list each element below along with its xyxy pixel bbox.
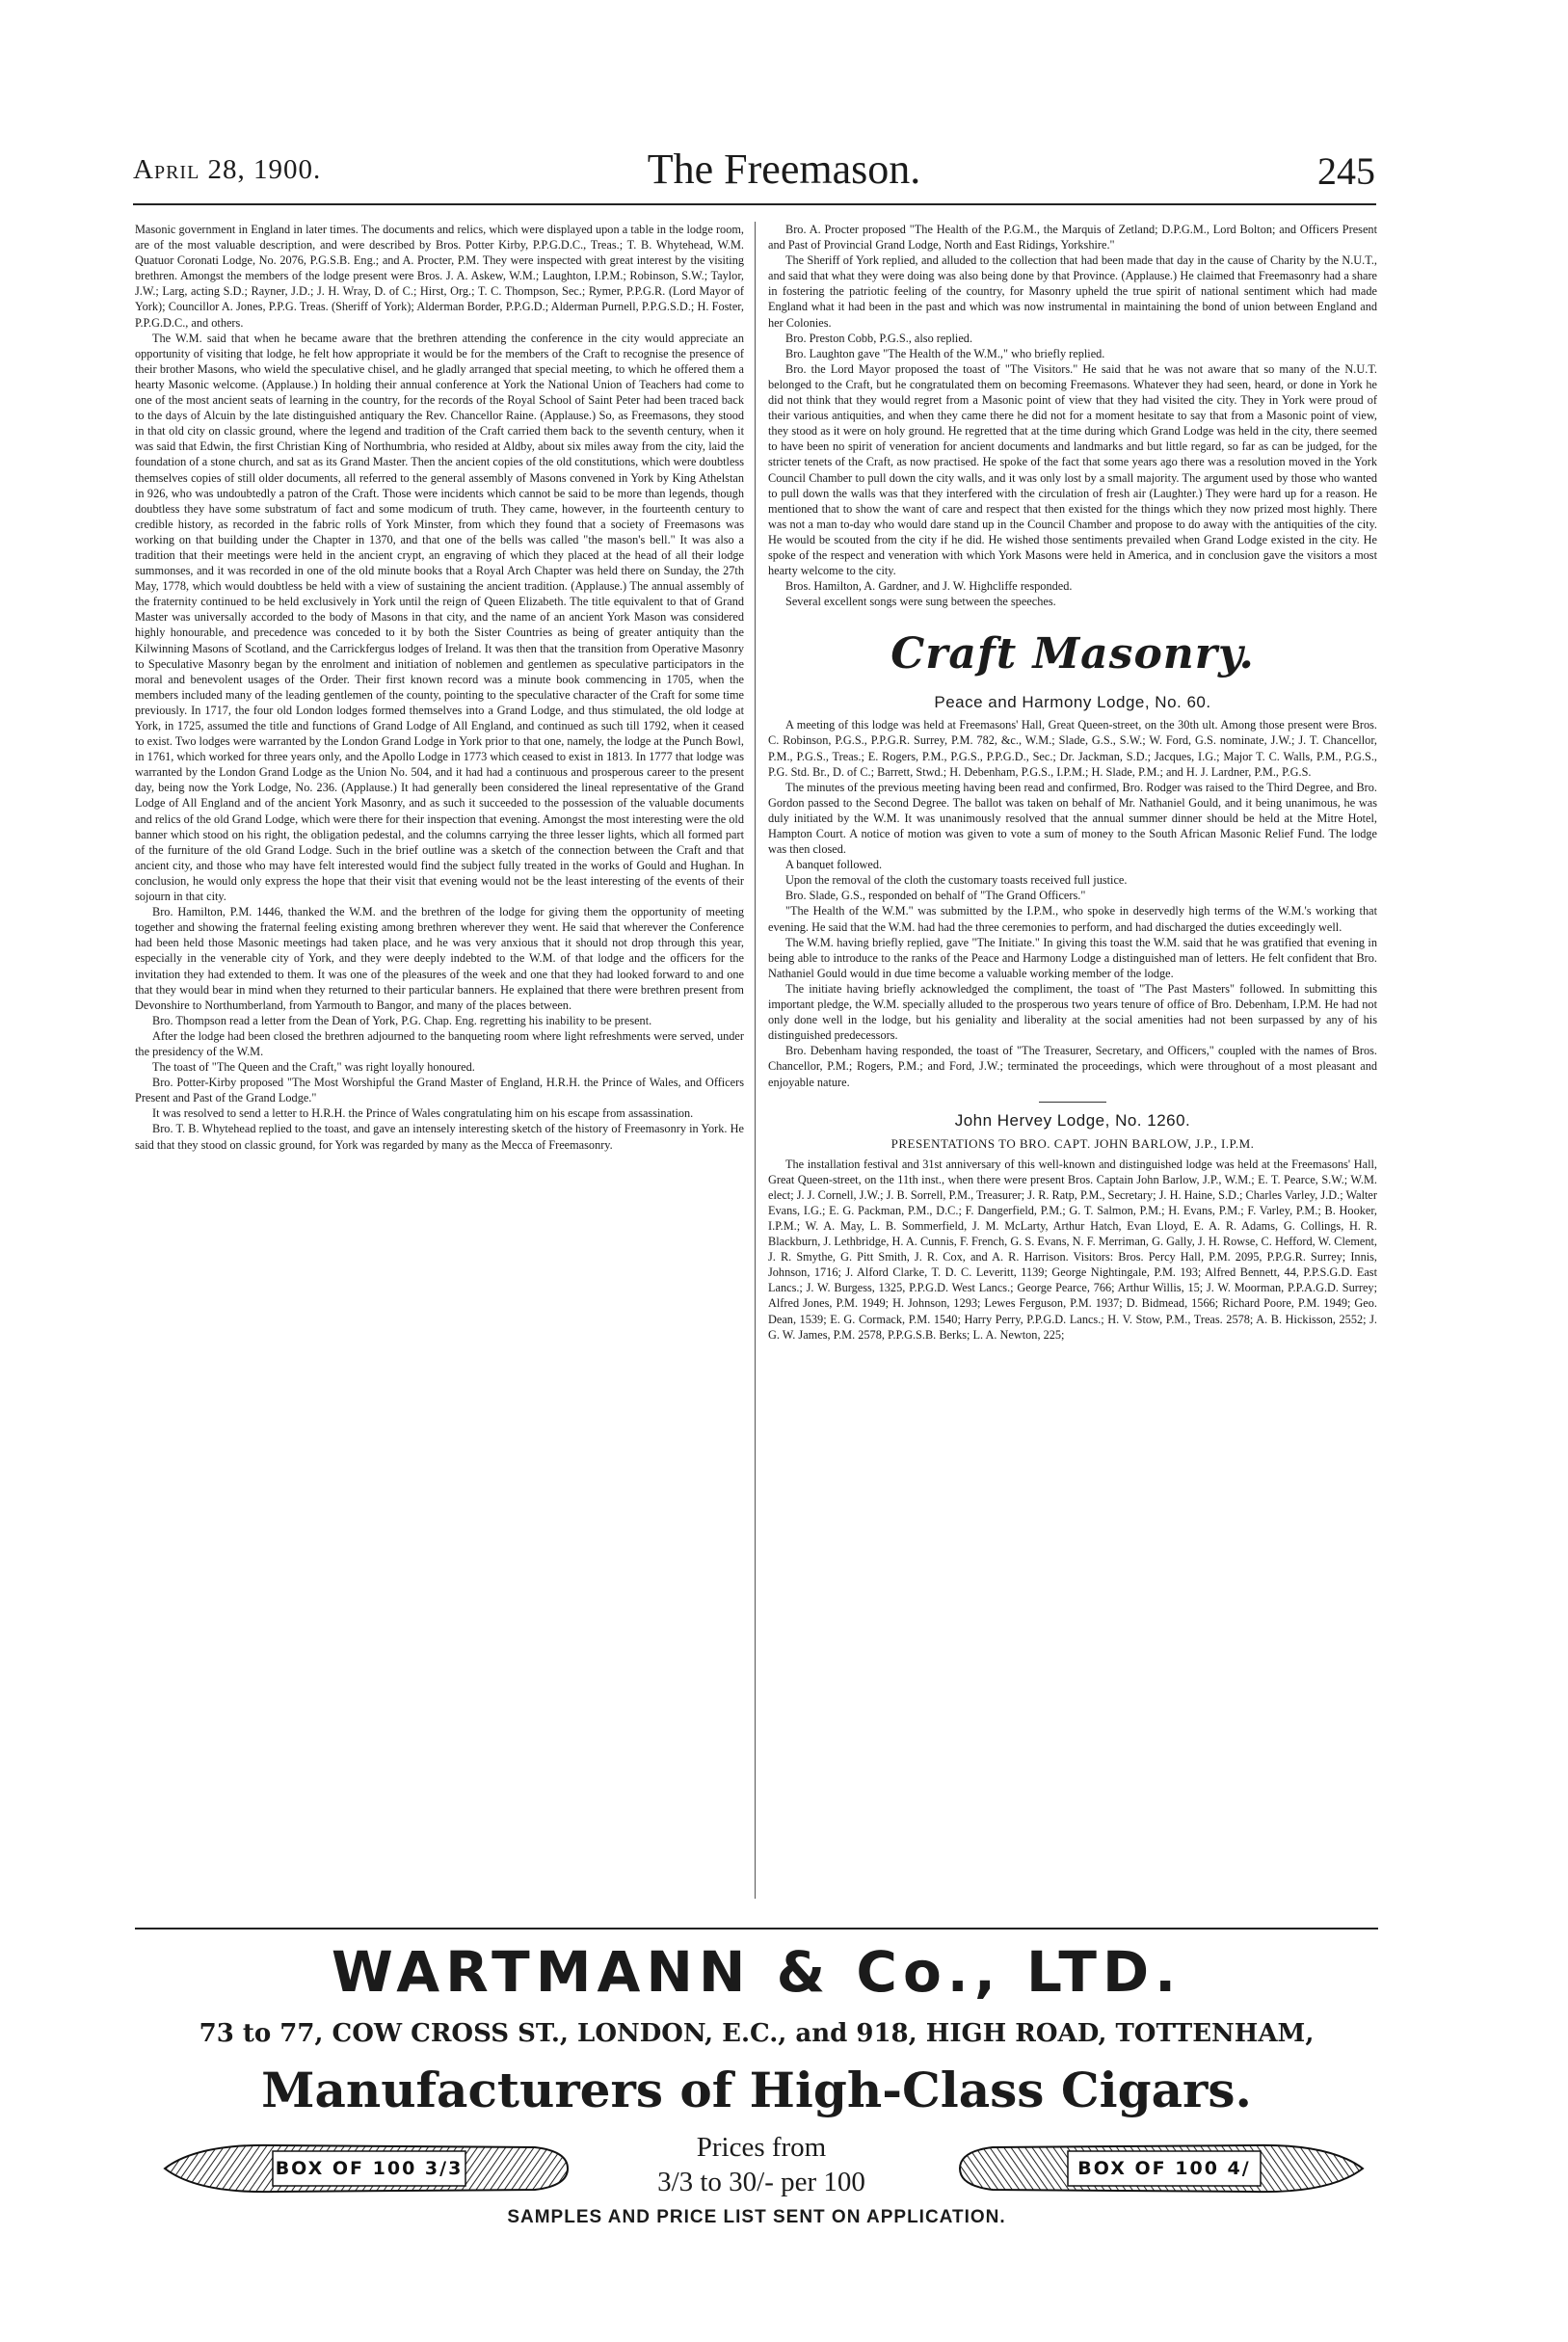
prices-range: 3/3 to 30/- per 100 (657, 2167, 865, 2197)
advert-address: 73 to 77, COW CROSS ST., LONDON, E.C., and 918, HIGH ROAD, TOTTENHAM, (199, 2019, 1315, 2048)
report-paragraph: Bro. Slade, G.S., responded on behalf of "The Grand Officers." (785, 889, 1086, 903)
article-paragraph: Bro. the Lord Mayor proposed the toast of "The Visitors." He said that he was not aware that so many of the N.U.T. belonged to the Craft, but he congratulated them on becoming Freemasons. Whatever they had seen, heard, or done in York he did not think that they would regret from a Masonic point of view that they had visited the city. They in York were proud of their various antiquities, and when they came there he did not for a moment hesitate to say that from a Masonic point of view, they stood as it were on holy ground. He regretted that at the time during which Grand Lodge was held in the city, there seemed to have been no spirit of veneration for ancient documents and landmarks and but little regard, so far as can be judged, for the stricter tenets of the Craft, as now practised. He spoke of the fact that some years ago there was a resolution moved in the York Council Chamber to pull down the city walls, and it was only lost by a small majority. The argument used by those who wanted to pull down the walls was that they interfered with the circulation of fresh air (Laughter.) They were hard up for a reason. He mentioned that to show the want of care and respect that then existed for the things which they now prized most highly. There was not a man to-day who would dare stand up in the Council Chamber and propose to do away with the antiquities of the city. He would be scouted from the city if he did. He wished those sentiments prevailed when Grand Lodge existed in the city. He spoke of the respect and veneration with which York Masons were held in America, and in conclusion gave the visitors a most hearty welcome to the city. (768, 361, 1377, 578)
prices-line: Prices from (696, 2132, 827, 2163)
cigar-illustration-right (954, 2138, 1369, 2199)
article-paragraph: After the lodge had been closed the brethren adjourned to the banqueting room where light refreshments were served, under the presidency of the W.M. (135, 1028, 744, 1058)
page-number: 245 (1317, 149, 1375, 193)
cigar-illustration-left (159, 2138, 573, 2199)
report-paragraph: Upon the removal of the cloth the customary toasts received full justice. (785, 873, 1128, 888)
article-paragraph: Bro. A. Procter proposed "The Health of the P.G.M., the Marquis of Zetland; D.P.G.M., Lord Bolton; and Officers Present and Past of Provincial Grand Lodge, North and East Ridings, Yorkshire." (768, 223, 1377, 253)
report-paragraph: The minutes of the previous meeting having been read and confirmed, Bro. Rodger was raised to the Third Degree, and Bro. Gordon passed to the Second Degree. The ballot was taken on behalf of Mr. Nathaniel Gould, and it being unanimous, he was duly initiated by the W.M. It was unanimously resolved that the annual summer dinner should be held at the Mitre Hotel, Hampton Court. A notice of motion was given to vote a sum of money to the South African Masonic Relief Fund. The lodge was then closed. (768, 780, 1377, 857)
article-paragraph: Masonic government in England in later times. The documents and relics, which were displayed upon a table in the lodge room, are of the most valuable description, and were described by Bros. Potter Kirby, P.P.G.D.C., Treas.; T. B. Whytehead, W.M. Quatuor Coronati Lodge, No. 2076, P.G.S.B. Eng.; and A. Procter, P.M. They were inspected with great interest by the visiting brethren. Amongst the members of the lodge present were Bros. J. A. Askew, W.M.; Laughton, I.P.M.; Robinson, S.W.; Taylor, J.W.; Larg, acting S.D.; Rayner, J.D.; J. H. Wray, D. of C.; Hirst, Org.; T. C. Thompson, Sec.; Rymer, P.P.G.R. (Lord Mayor of York); Councillor A. Jones, P.P.G. Treas. (Sheriff of York); Alderman Border, P.P.G.D.; Alderman Purnell, P.P.G.S.D.; H. Foster, P.P.G.D.C., and others. (135, 223, 744, 330)
column-divider (755, 222, 756, 1899)
report-paragraph: A meeting of this lodge was held at Freemasons' Hall, Great Queen-street, on the 30th ult. Among those present were Bros. C. Robinson, P.G.S., P.P.G.R. Surrey, P.M. 782, &c., W.M.; Slade, G.S., S.W.; W. Ford, G.S. nominate, J.W.; J. T. Chancellor, P.M., P.G.S., Treas.; E. Rogers, P.M., P.G.S., P.P.G.D., Sec.; Dr. Jackman, S.D.; Jacques, I.G.; Major T. C. Walls, P.M., P.G.S., P.G. Std. Br., D. of C.; Barrett, Stwd.; H. Debenham, P.G.S., I.P.M.; H. Slade, P.M.; and H. J. Lardner, P.M., P.G.S. (768, 718, 1377, 779)
report-paragraph: The initiate having briefly acknowledged the compliment, the toast of "The Past Masters" followed. In submitting this important pledge, the W.M. specially alluded to the prosperous two years tenure of office of Bro. Debenham, I.P.M. He had not only done well in the lodge, but his geniality and liberality at the social amenities had not been surpassed by any of his distinguished predecessors. (768, 981, 1377, 1043)
advert-footer: SAMPLES AND PRICE LIST SENT ON APPLICATION. (507, 2207, 1006, 2227)
article-paragraph: Bro. T. B. Whytehead replied to the toast, and gave an intensely interesting sketch of the history of Freemasonry in York. He said that they stood on classic ground, for York was regarded by many as the Mecca of Freemasonry. (135, 1122, 744, 1152)
advert-company-name: WARTMANN & Co., LTD. (331, 1939, 1183, 2005)
report-paragraph: "The Health of the W.M." was submitted by the I.P.M., who spoke in deservedly high terms of the W.M.'s working that evening. He said that the W.M. had had the three ceremonies to perform, and had discharged the duties exceedingly well. (768, 904, 1377, 934)
lodge-heading: John Hervey Lodge, No. 1260. (954, 1110, 1191, 1130)
article-paragraph: Bro. Potter-Kirby proposed "The Most Worshipful the Grand Master of England, H.R.H. the Prince of Wales, and Officers Present and Past of the Grand Lodge." (135, 1076, 744, 1105)
report-paragraph: The installation festival and 31st anniversary of this well-known and distinguished lodge was held at the Freemasons' Hall, Great Queen-street, on the 11th inst., when there were present Bros. Captain John Barlow, J.P., W.M.; E. T. Pearce, S.W.; W.M. elect; J. J. Cornell, J.W.; J. B. Sorrell, P.M., Treasurer; J. R. Ratp, P.M., Secretary; J. H. Haine, S.D.; Charles Varley, J.D.; Walter Evans, I.G.; E. G. Packman, P.M., D.C.; F. Dangerfield, P.M.; G. T. Salmon, P.M.; H. Evans, P.M.; F. Varley, P.M.; B. Hooker, I.P.M.; W. A. May, L. B. Sommerfield, J. M. McLarty, Arthur Hatch, Evan Lloyd, E. A. R. Adams, G. Collings, H. R. Blackburn, J. Lethbridge, H. A. Cunnis, F. French, G. S. Evans, N. F. Merriman, G. Gally, J. H. Rowse, C. Hefford, W. Clement, J. R. Smythe, G. Pitt Smith, J. R. Cox, and A. R. Harrison. Visitors: Bros. Percy Hall, P.M. 2095, P.P.G.R. Surrey; Innis, Johnson, 1716; J. Alford Clarke, T. D. C. Leveritt, 1139; George Nightingale, P.M. 193; Alfred Bennett, 44, P.P.S.G.D. East Lancs.; J. W. Burgess, 1325, P.P.G.D. West Lancs.; George Pearce, 766; Arthur Willis, 15; J. W. Moorman, P.P.A.G.D. Surrey; Alfred Jones, P.M. 1949; H. Johnson, 1293; Lewes Ferguson, P.M. 1937; D. Bidmead, 1566; Richard Poore, P.M. 1949; Geo. Dean, 1539; E. G. Cormack, P.M. 1540; Harry Perry, P.P.G.D. Lancs.; H. V. Stow, P.M., Treas. 2578; A. B. Hickisson, 2552; J. G. W. James, P.M. 2578, P.P.G.S.B. Berks; L. A. Newton, 225; (768, 1157, 1377, 1342)
cigar-band-label: BOX OF 100 4/ (1077, 2158, 1251, 2179)
article-paragraph: Bro. Hamilton, P.M. 1446, thanked the W.M. and the brethren of the lodge for giving them the opportunity of meeting together and showing the fraternal feeling existing among brethren wherever they went. He said that wherever the Conference had been held those Masonic meetings had taken place, and he was very anxious that it should not drop through this year, especially in the venerable city of York, and they were deeply indebted to the W.M. of that lodge and the officers for the invitation they had extended to them. It was one of the pleasures of the week and one that they had looked forward to and one that they would bear in mind when they returned to their particular banners. He explained that there were brethren present from Devonshire to Northumberland, from Yarmouth to Bangor, and many of the places between. (135, 905, 744, 1012)
report-paragraph: The W.M. having briefly replied, gave "The Initiate." In giving this toast the W.M. said that he was gratified that evening in being able to introduce to the ranks of the Peace and Harmony Lodge a distinguished man of letters. He felt confident that Bro. Nathaniel Gould would in due time become a valuable working member of the lodge. (768, 935, 1377, 980)
article-paragraph: Bros. Hamilton, A. Gardner, and J. W. Highcliffe responded. (785, 579, 1073, 594)
right-column (768, 222, 1377, 1903)
article-paragraph: Bro. Laughton gave "The Health of the W.M.," who briefly replied. (785, 346, 1105, 360)
lodge-heading: Peace and Harmony Lodge, No. 60. (934, 693, 1211, 712)
cigar-advertisement (135, 1928, 1378, 2332)
advert-tagline: Manufacturers of High-Class Cigars. (261, 2062, 1252, 2118)
article-paragraph: The W.M. said that when he became aware that the brethren attending the conference in the city would appreciate an opportunity of visiting that lodge, he felt how appropriate it would be for the members of the Craft to recognise the presence of their brother Masons, who wield the speculative chisel, and he gladly arranged that special meeting, to which he offered them a hearty Masonic welcome. (Applause.) In holding their annual conference at York the National Union of Teachers had come to one of the most ancient seats of learning in the country, for the records of the Royal School of Saint Peter had been traced back to the days of Alcuin by the late distinguished antiquary the Rev. Chancellor Raine. (Applause.) So, as Freemasons, they stood in that old city on classic ground, where the legend and tradition of the Craft carried them back to the seventh century, when it was said that Edwin, the first Christian King of Northumbria, who resided at Aldby, about six miles away from the city, laid the foundation of a stone church, and sat as its Grand Master. Then the ancient copies of the old constitutions, which were doubtless themselves copies of still older documents, all referred to the general assembly of Masons convened in York by King Athelstan in 926, who was undoubtedly a patron of the Craft. Those were incidents which cannot be said to be more than legends, though doubtless they have some substratum of fact and some modicum of truth. They came, however, in the fourteenth century to credible history, as recorded in the fabric rolls of York Minster, from which they found that a society of Freemasons was working on that building under the Chapter in 1370, and that one of the bells was called "the mason's bell." It was also a tradition that their meetings were held in the ancient crypt, an engraving of which they placed at the head of all their lodge summonses, and it was recorded in one of the old minute books that a Royal Arch Chapter was held there on Sunday, the 27th May, 1778, which would doubtless be held with a view of sustaining the ancient tradition. (Applause.) The annual assembly of the fraternity continued to be held exclusively in York until the reign of Queen Elizabeth. The title equivalent to that of Grand Master was universally accorded to the body of Masons in that city, and the name of an ancient York Mason was considered highly honourable, and precedence was conceded to it by both the Sister Countries as being of greater antiquity than the Kilwinning Masons of Scotland, and the Carrickfergus lodges of Ireland. It was then that the transition from Operative Masonry to Speculative Masonry began by the enrolment and initiation of noblemen and gentlemen as speculative participators in the moral and benevolent usages of the Order. Their first known record was a minute book commencing in 1705, when the members included many of the leading gentlemen of the county, pointing to the speculative character of the Craft for some time previously. In 1717, the four old London lodges formed themselves into a Grand Lodge, and thus stimulated, the old lodge at York, in 1725, assumed the title and functions of Grand Lodge of All England, and continued as such till 1792, when it ceased to exist. Two lodges were warranted by the London Grand Lodge in York prior to that one, namely, the lodge at the Punch Bowl, in 1761, which worked for three years only, and the Apollo Lodge in 1773 which ceased to exist in 1813. In 1777 that lodge was warranted by the London Grand Lodge as the Union No. 504, and it had had a continuous and prosperous career to the present day, being now the York Lodge, No. 236. (Applause.) It had generally been considered the lineal representative of the Grand Lodge of All England and of the ancient York Masonry, and as such it succeeded to the possession of the valuable documents and relics of the old Grand Lodge, which were there for their inspection that evening. Amongst the most interesting were the old banner which stood on his right, the obligation pedestal, and the columns carrying the three lesser lights, which all formed part of the furniture of the old Grand Lodge. Such in the brief outline was a sketch of the connection between the Craft and that ancient city, and those who may have felt interested would find the subject fully treated in the works of Gould and Hughan. In conclusion, he would only express the hope that their visit that evening would not be the least interesting of the events of their sojourn in that city. (135, 331, 744, 904)
section-divider (1039, 1102, 1106, 1103)
advert-prices (598, 2130, 925, 2199)
issue-date: April 28, 1900. (133, 154, 322, 185)
article-paragraph: Several excellent songs were sung between the speeches. (785, 595, 1056, 609)
report-subheading: PRESENTATIONS TO BRO. CAPT. JOHN BARLOW, J.P., I.P.M. (890, 1135, 1255, 1151)
article-paragraph: Bro. Thompson read a letter from the Dean of York, P.G. Chap. Eng. regretting his inability to be present. (152, 1013, 652, 1027)
advert-rule (135, 1928, 1378, 1929)
article-paragraph: The Sheriff of York replied, and alluded to the collection that had been made that day in the cause of Charity by the N.U.T., and said that what they were doing was also being done by that Province. (Applause.) He claimed that Freemasonry had a share in fostering the patriotic feeling of the country, for Masonry upheld the true spirit of national sentiment which had made England what it had been in the past and which was now instrumental in maintaining the bond of union between England and her Colonies. (768, 253, 1377, 330)
article-paragraph: It was resolved to send a letter to H.R.H. the Prince of Wales congratulating him on his escape from assassination. (152, 1106, 694, 1121)
cigar-band-label: BOX OF 100 3/3 (275, 2158, 464, 2179)
newspaper-title: The Freemason. (647, 146, 921, 193)
article-paragraph: The toast of "The Queen and the Craft," was right loyally honoured. (152, 1060, 475, 1075)
masthead (0, 145, 1568, 202)
article-paragraph: Bro. Preston Cobb, P.G.S., also replied. (785, 331, 973, 345)
masthead-rule (133, 203, 1376, 205)
report-paragraph: A banquet followed. (785, 858, 883, 872)
section-title: Craft Masonry. (890, 629, 1255, 679)
left-column (135, 222, 744, 1903)
report-paragraph: Bro. Debenham having responded, the toast of "The Treasurer, Secretary, and Officers," coupled with the names of Bros. Chancellor, P.M.; Rogers, P.M.; and Ford, J.W.; terminated the proceedings, which were throughout of a most pleasant and enjoyable nature. (768, 1044, 1377, 1089)
